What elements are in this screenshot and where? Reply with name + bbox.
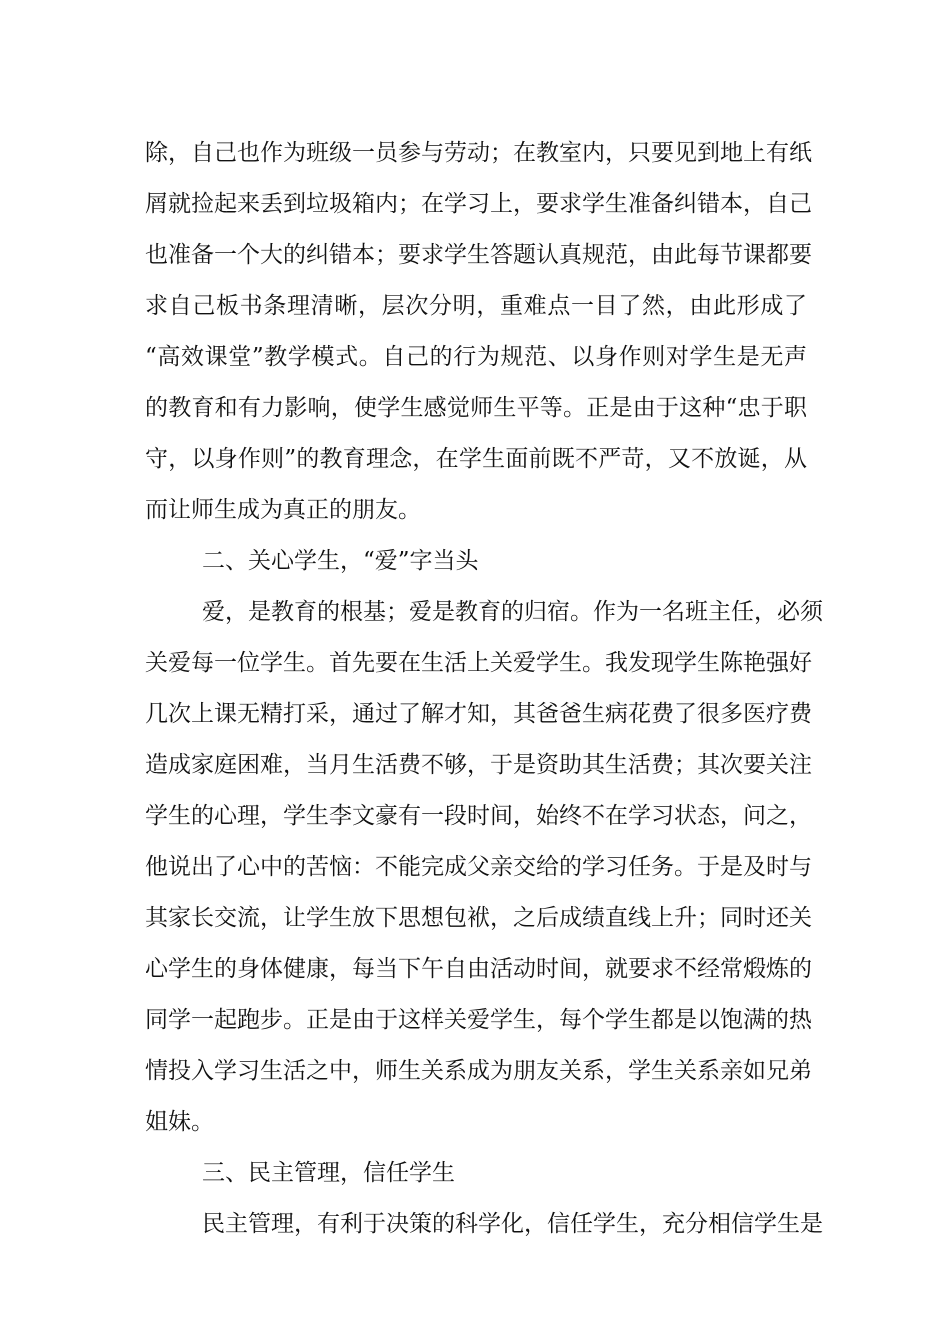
paragraph-2-line-11: 姐妹。 — [145, 1109, 214, 1135]
paragraph-1-line-1: 除，自己也作为班级一员参与劳动；在教室内，只要见到地上有纸 — [145, 140, 812, 166]
paragraph-2-line-9: 同学一起跑步。正是由于这样关爱学生，每个学生都是以饱满的热 — [145, 1007, 812, 1033]
paragraph-1-line-6: 的教育和有力影响，使学生感觉师生平等。正是由于这种“忠于职 — [145, 395, 807, 421]
paragraph-1-line-7: 守，以身作则”的教育理念，在学生面前既不严苛，又不放诞，从 — [145, 446, 807, 472]
paragraph-2-line-1: 爱，是教育的根基；爱是教育的归宿。作为一名班主任，必须 — [202, 599, 823, 625]
paragraph-2-line-8: 心学生的身体健康，每当下午自由活动时间，就要求不经常煅炼的 — [145, 956, 812, 982]
paragraph-2-line-5: 学生的心理，学生李文豪有一段时间，始终不在学习状态，问之， — [145, 803, 812, 829]
paragraph-2-line-10: 情投入学习生活之中，师生关系成为朋友关系，学生关系亲如兄弟 — [145, 1058, 812, 1084]
paragraph-2-line-4: 造成家庭困难，当月生活费不够，于是资助其生活费；其次要关注 — [145, 752, 812, 778]
paragraph-2-line-3: 几次上课无精打采，通过了解才知，其爸爸生病花费了很多医疗费 — [145, 701, 812, 727]
section-heading-3: 三、民主管理，信任学生 — [202, 1160, 455, 1186]
paragraph-2-line-2: 关爱每一位学生。首先要在生活上关爱学生。我发现学生陈艳强好 — [145, 650, 812, 676]
paragraph-2-line-7: 其家长交流，让学生放下思想包袱，之后成绩直线上升；同时还关 — [145, 905, 812, 931]
paragraph-3-line-1: 民主管理，有利于决策的科学化，信任学生，充分相信学生是 — [202, 1211, 823, 1237]
section-heading-2: 二、关心学生，“爱”字当头 — [202, 548, 479, 574]
paragraph-2-line-6: 他说出了心中的苦恼：不能完成父亲交给的学习任务。于是及时与 — [145, 854, 812, 880]
paragraph-1-line-3: 也准备一个大的纠错本；要求学生答题认真规范，由此每节课都要 — [145, 242, 812, 268]
paragraph-1-line-2: 屑就捡起来丢到垃圾箱内；在学习上，要求学生准备纠错本，自己 — [145, 191, 812, 217]
paragraph-1-line-5: “高效课堂”教学模式。自己的行为规范、以身作则对学生是无声 — [145, 344, 807, 370]
paragraph-1-line-4: 求自己板书条理清晰，层次分明，重难点一目了然，由此形成了 — [145, 293, 807, 319]
paragraph-1-line-8: 而让师生成为真正的朋友。 — [145, 497, 421, 523]
